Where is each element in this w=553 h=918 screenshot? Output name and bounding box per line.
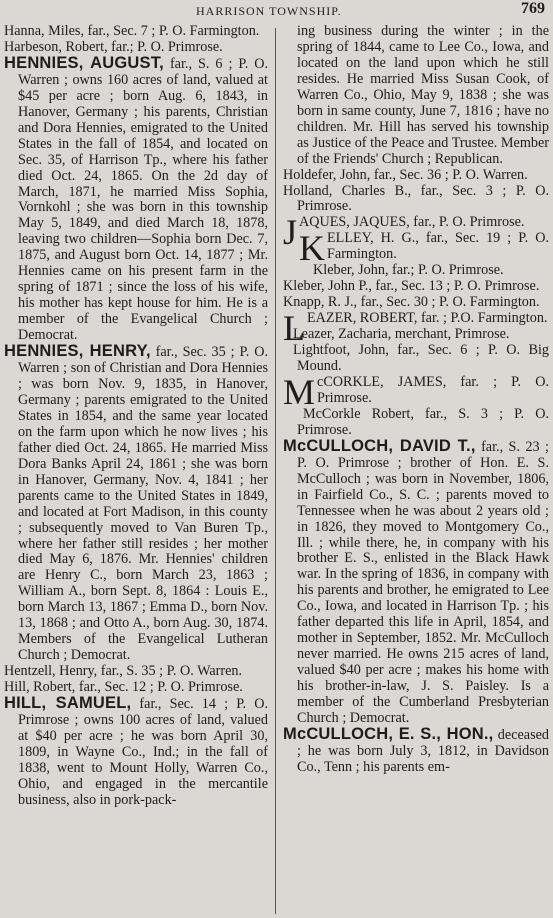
entry-text: Hentzell, Henry, far., S. 35 ; P. O. Warren. <box>4 663 243 680</box>
directory-entry <box>283 371 549 412</box>
entry-name: McCULLOCH, DAVID T., <box>283 436 476 455</box>
entry-text: far., Sec. 35 ; P. O. Warren ; son of Christian and Dora Hennies ; was born Nov. 9, 1835, in Hanover, Germany ; parents emigrated to the United States in 1854, and the same year located on the farm upon which he now lives ; his father died Oct. 24, 1865. He married Miss Dora Banks April 24, 1861 ; she was born in Hanover, Germany, Nov. 4, 1841 ; her parents came to the United States in 1849, and located at Fort Madison, in this county ; subsequently moved to Van Buren Tp., where her father still resides ; her mother died May 6, 1876. Mr. Hennies' children are Henry C., born March 23, 1863 ; William A., born Sept. 8, 1864 : Louis E., born March 13, 1867 ; Emma D., born Nov. 13, 1868 ; and Otto A., born Aug. 30, 1874. Members of the Evangelical Lutheran Church ; Democrat. <box>18 344 268 664</box>
entry-text: Kleber, John, far.; P. O. Primrose. <box>313 262 504 279</box>
directory-entry <box>283 343 549 375</box>
entry-text: Harbeson, Robert, far.; P. O. Primrose. <box>4 38 223 55</box>
directory-entry <box>4 53 269 344</box>
directory-entry <box>283 327 549 343</box>
running-title: HARRISON TOWNSHIP. <box>196 4 342 18</box>
directory-entry <box>4 696 268 809</box>
right-column <box>283 24 549 776</box>
directory-entry <box>283 228 549 269</box>
entry-text: McCorkle Robert, far., S. 3 ; P. O. Primrose. <box>297 405 549 438</box>
entry-text: Hill, Robert, far., Sec. 12 ; P. O. Primrose. <box>4 679 243 696</box>
drop-cap-letter: J <box>283 212 298 253</box>
entry-text: EAZER, ROBERT, far. ; P.O. Farmington. <box>307 310 548 327</box>
entry-text: Knapp, R. J., far., Sec. 30 ; P. O. Farmington. <box>283 294 540 311</box>
entry-text: Kleber, John P., far., Sec. 13 ; P. O. Primrose. <box>283 278 540 295</box>
page-number: 769 <box>521 0 545 17</box>
directory-entry <box>283 407 549 439</box>
entry-text: far., S. 23 ; P. O. Primrose ; brother of Hon. E. S. McCulloch ; was born in November, 1806, in Fairfield Co., S. C. ; parents moved to Tennessee when he was about 2 years old ; in 1826, they moved to Montgomery Co., Ill. ; while there, he, in company with his brother E. S., enlisted in the Black Hawk war. In the spring of 1836, in company with his parents and brother, he emigrated to Lee Co., Iowa, and located in Harrison Tp. ; his father departed this life in April, 1854, and mother in September, 1852. Mr. McCulloch never married. He owns 215 acres of land, valued $40 per acre ; makes his home with his brother-in-law, J. S. Paisley. Is a member of the Cumberland Presbyterian Church ; Democrat. <box>297 438 549 726</box>
left-column <box>4 24 268 809</box>
entry-text: far., Sec. 14 ; P. O. Primrose ; owns 100 acres of land, valued at $40 per acre ; he was born April 30, 1809, in Wayne Co., Ind.; in the fall of 1838, went to Mount Holly, Warren Co., Ohio, and engaged in the mercantile business, also in pork-pack- <box>18 696 268 808</box>
directory-entry <box>283 24 549 168</box>
drop-cap-letter: K <box>299 228 326 269</box>
entry-name: HENNIES, HENRY, <box>4 342 151 361</box>
entry-text: ing business during the winter ; in the spring of 1844, came to Lee Co., Iowa, and located on the land upon which he still resides. He married Miss Susan Cook, of Warren Co., Ohio, May 9, 1838 ; she was born in same county, June 7, 1816 ; have no children. Mr. Hill has served his township as Justice of the Peace and Trustee. Member of the Friends' Church ; Republican. <box>297 23 549 167</box>
directory-entry <box>4 24 268 40</box>
entry-name: HILL, SAMUEL, <box>4 694 132 713</box>
entry-text: Holdefer, John, far., Sec. 36 ; P. O. Warren. <box>283 166 528 183</box>
directory-entry <box>283 295 549 311</box>
entry-text: AQUES, JAQUES, far., P. O. Primrose. <box>299 214 525 231</box>
entry-text: ELLEY, H. G., far., Sec. 19 ; P. O. Farmington. <box>327 230 549 263</box>
entry-text: cCORKLE, JAMES, far. ; P. O. Primrose. <box>317 373 549 406</box>
column-divider <box>275 28 276 914</box>
directory-entry <box>283 168 549 184</box>
directory-entry <box>283 279 549 295</box>
drop-cap-letter: M <box>283 371 316 412</box>
directory-entry <box>283 263 549 279</box>
directory-entry <box>283 184 549 216</box>
directory-entry <box>283 436 549 727</box>
drop-cap-letter: L <box>283 308 305 349</box>
directory-entry <box>4 344 268 664</box>
entry-name: McCULLOCH, E. S., HON., <box>283 724 494 743</box>
directory-entry <box>283 724 549 776</box>
entry-text: far., S. 6 ; P. O. Warren ; owns 160 acres of land, valued at $45 per acre ; born Aug. 6, 1843, in Hanover, Germany ; his parents, Christian and Dora Hennies, emigrated to the United States in the fall of 1854, and located on Sec. 35, of Harrison Tp., where his father died Oct. 24, 1865. On the 2d day of March, 1871, he married Miss Sophia, Vornkohl ; she was born in this township May 5, 1849, and died March 18, 1878, leaving two children—Sophia born Dec. 7, 1875, and August born Oct. 14, 1877 ; Mr. Hennies came on his present farm in the spring of 1871 ; since the loss of his wife, his mother has kept house for him. He is a member of the Evangelical Church ; Democrat. <box>18 55 269 344</box>
directory-entry <box>4 664 268 680</box>
entry-text: deceased ; he was born July 3, 1812, in Davidson Co., Tenn ; his parents em- <box>297 726 549 775</box>
entry-text: Lightfoot, John, far., Sec. 6 ; P. O. Big Mound. <box>293 342 549 375</box>
entry-text: Hanna, Miles, far., Sec. 7 ; P. O. Farmington. <box>4 23 260 39</box>
entry-text: Leazer, Zacharia, merchant, Primrose. <box>293 326 510 343</box>
entry-text: Holland, Charles B., far., Sec. 3 ; P. O. Primrose. <box>283 182 549 215</box>
page-header <box>0 0 553 22</box>
entry-name: HENNIES, AUGUST, <box>4 53 164 72</box>
